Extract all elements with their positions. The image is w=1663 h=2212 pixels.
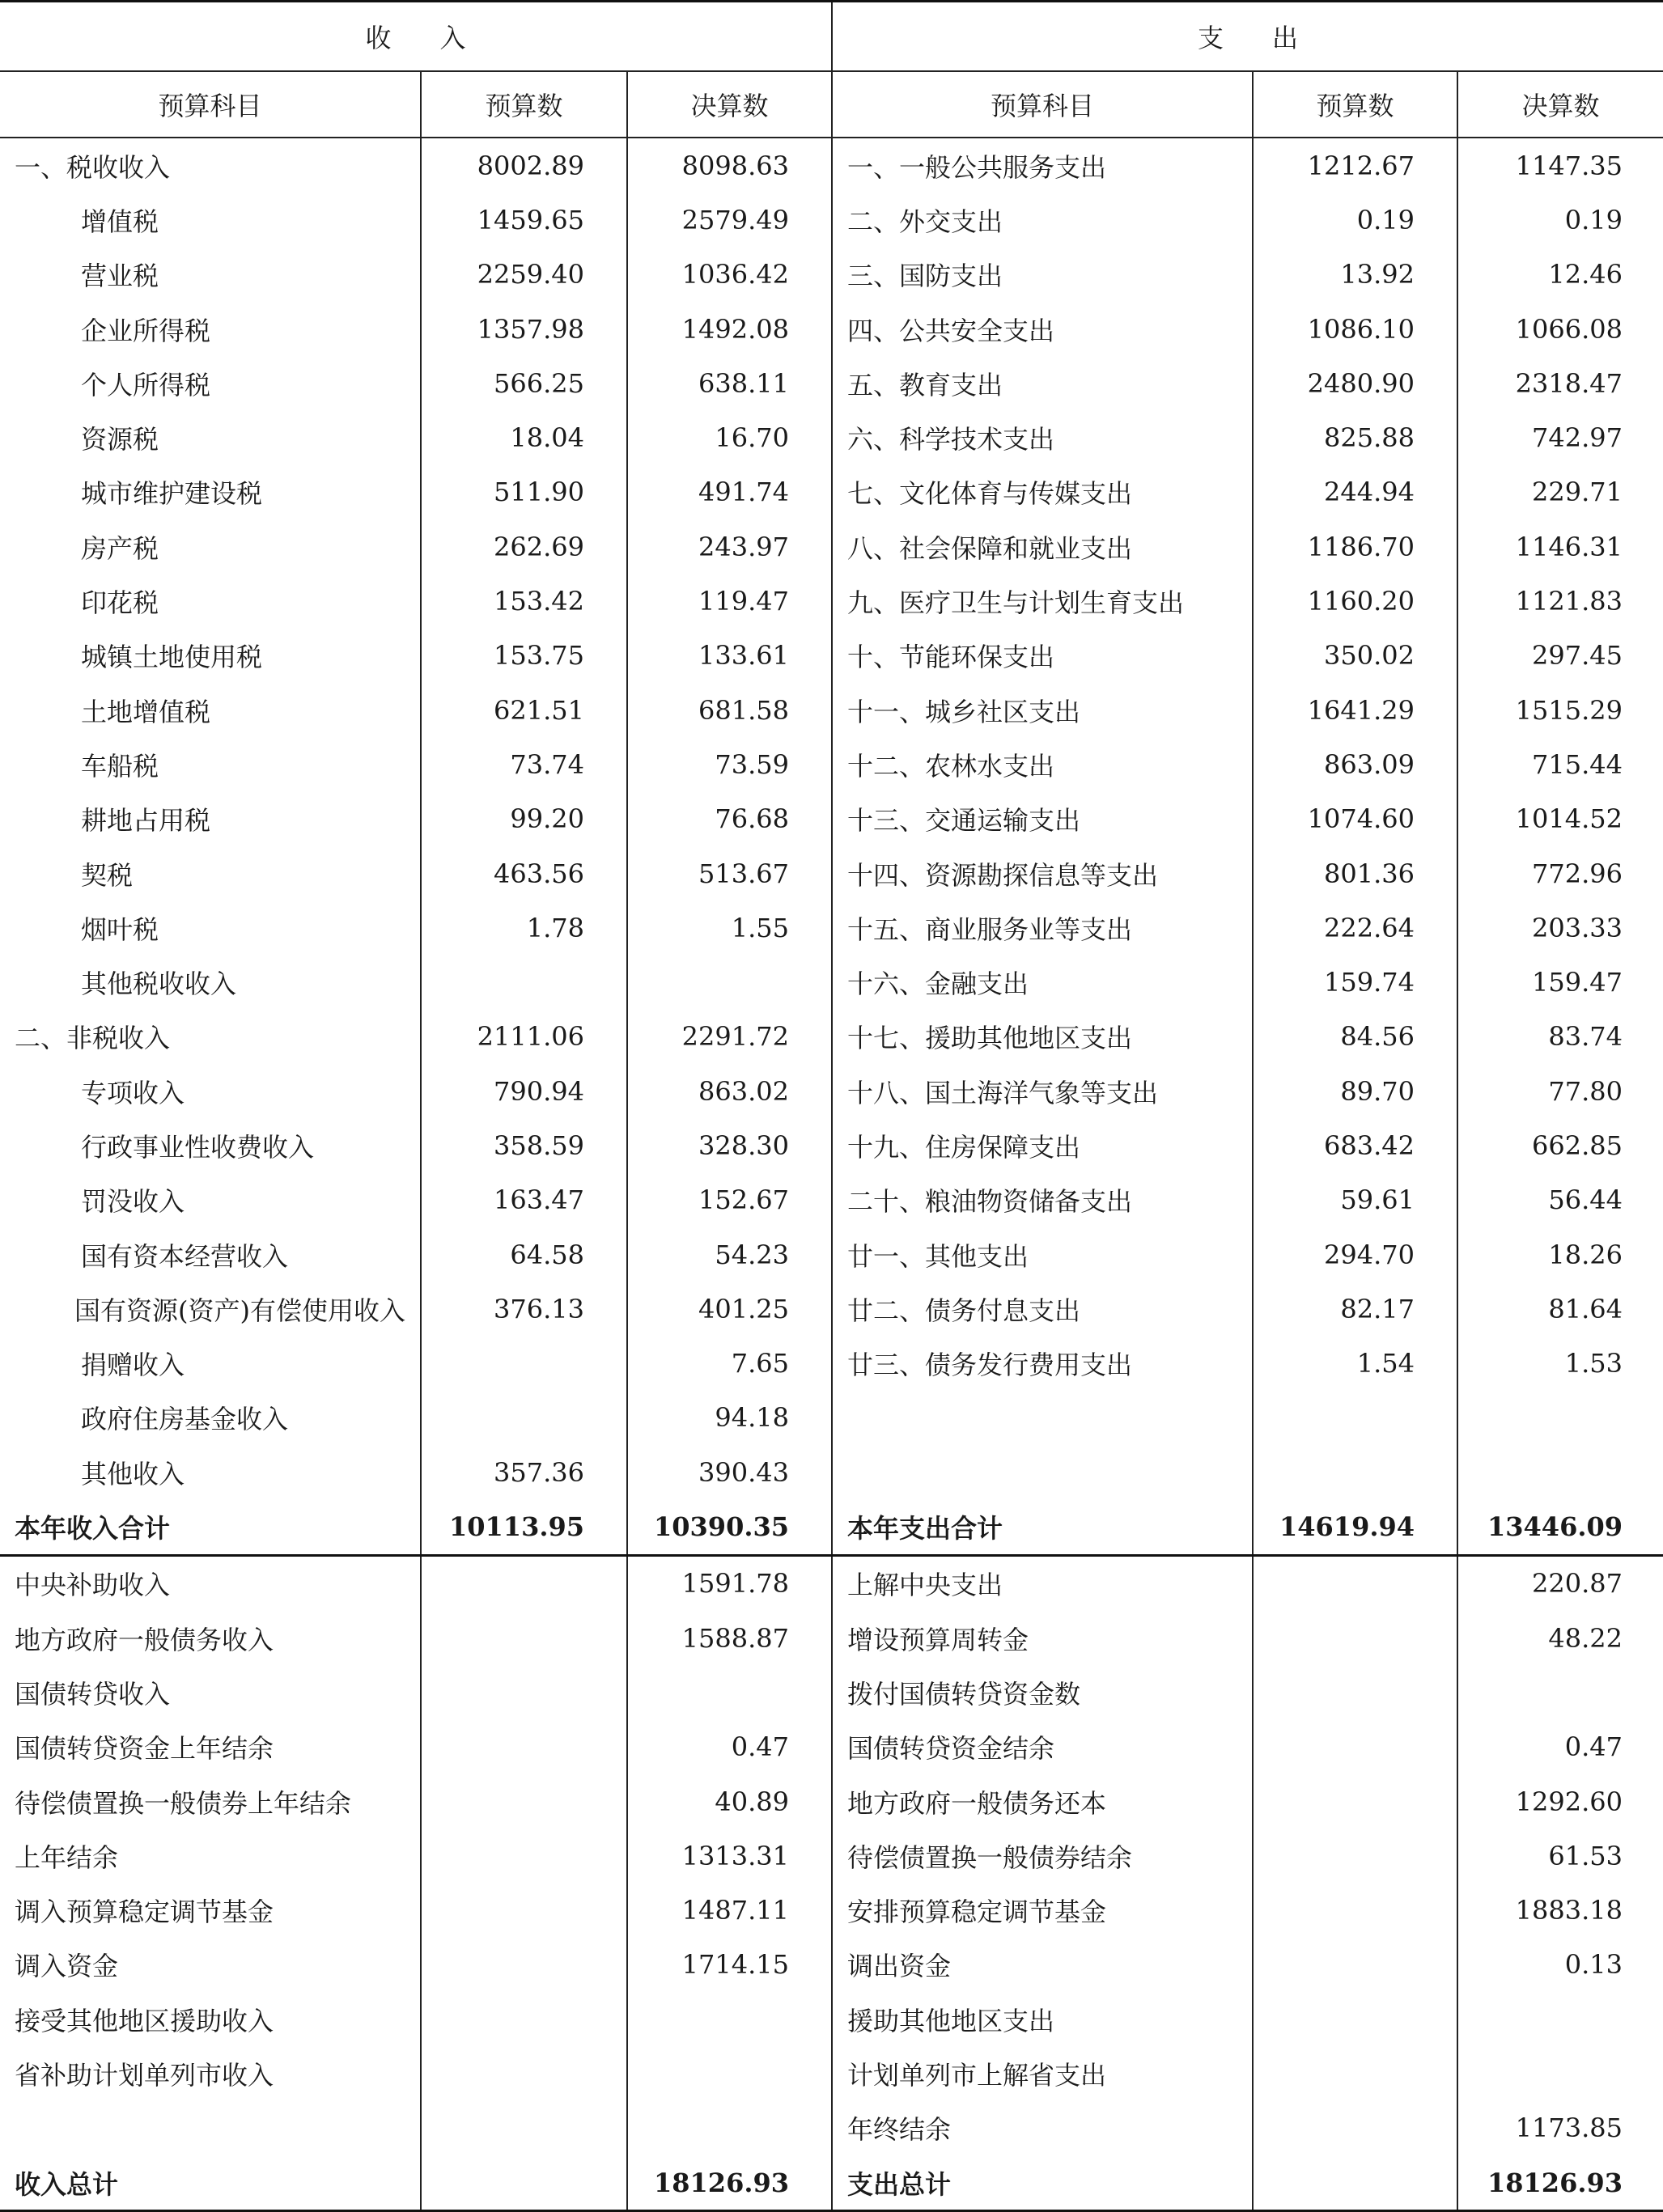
income-budget-value: [421, 1774, 627, 1829]
income-item-label: 耕地占用税: [81, 805, 211, 837]
year-total-row: [0, 1499, 1663, 1555]
expense-budget-value: [1253, 2046, 1457, 2100]
income-final-value: [627, 2101, 832, 2155]
income-budget-value: 2111.06: [421, 1010, 627, 1064]
expense-budget-value: [1253, 1611, 1457, 1665]
income-budget-value: 376.13: [421, 1282, 627, 1336]
expense-final-value: 297.45: [1457, 629, 1663, 683]
expense-budget-value: 1212.67: [1253, 138, 1457, 193]
expense-budget-value: 1186.70: [1253, 519, 1457, 574]
income-item-label: 上年结余: [15, 1841, 119, 1873]
income-budget-value: 511.90: [421, 465, 627, 519]
expense-budget-header: 预算数: [1253, 71, 1457, 138]
table-row: [0, 1938, 1663, 1992]
expense-item-label: 三、国防支出: [832, 248, 1253, 302]
income-budget-value: [421, 1829, 627, 1883]
income-final-value: [627, 1665, 832, 1719]
expense-final-value: 220.87: [1457, 1555, 1663, 1611]
income-budget-value: 99.20: [421, 792, 627, 846]
expense-item-label: 十六、金融支出: [832, 955, 1253, 1009]
section-header-row: [0, 2, 1663, 72]
expense-final-value: [1457, 1391, 1663, 1445]
expense-final-value: 81.64: [1457, 1282, 1663, 1336]
income-budget-value: 153.75: [421, 629, 627, 683]
expense-item-label: 六、科学技术支出: [832, 410, 1253, 464]
income-final-value: 73.59: [627, 737, 832, 791]
expense-budget-value: [1253, 1720, 1457, 1774]
expense-final-value: 48.22: [1457, 1611, 1663, 1665]
expense-item-label: 十四、资源勘探信息等支出: [832, 846, 1253, 900]
expense-final-value: 0.19: [1457, 193, 1663, 247]
income-budget-value: 153.42: [421, 574, 627, 628]
expense-final-value: 229.71: [1457, 465, 1663, 519]
expense-item-label: 廿三、债务发行费用支出: [832, 1337, 1253, 1391]
income-final-value: 133.61: [627, 629, 832, 683]
income-item-label: 其他收入: [81, 1458, 185, 1489]
expense-item-label: 十七、援助其他地区支出: [832, 1010, 1253, 1064]
expense-budget-value: 1641.29: [1253, 683, 1457, 737]
income-grand-total-budget: [421, 2155, 627, 2211]
expense-item-label: 二、外交支出: [832, 193, 1253, 247]
table-row: [0, 683, 1663, 737]
income-final-value: 491.74: [627, 465, 832, 519]
income-budget-value: 358.59: [421, 1118, 627, 1172]
expense-final-value: 0.13: [1457, 1938, 1663, 1992]
expense-item-label: 廿二、债务付息支出: [832, 1282, 1253, 1336]
income-section-title: 收入: [0, 2, 832, 72]
expense-final-value: 0.47: [1457, 1720, 1663, 1774]
table-row: [0, 1829, 1663, 1883]
income-item-label: 一、税收收入: [15, 151, 171, 183]
table-row: [0, 193, 1663, 247]
table-row: [0, 1611, 1663, 1665]
income-item-label: 营业税: [81, 261, 159, 292]
income-final-value: 54.23: [627, 1227, 832, 1282]
expense-section-title: 支出: [832, 2, 1663, 72]
expense-final-value: 1146.31: [1457, 519, 1663, 574]
income-item-label: 烟叶税: [81, 913, 159, 945]
expense-budget-value: 801.36: [1253, 846, 1457, 900]
expense-budget-value: [1253, 1774, 1457, 1829]
expense-final-value: 1515.29: [1457, 683, 1663, 737]
income-final-value: 863.02: [627, 1064, 832, 1118]
expense-budget-value: [1253, 1555, 1457, 1611]
table-row: [0, 465, 1663, 519]
income-final-value: 1313.31: [627, 1829, 832, 1883]
income-final-value: 513.67: [627, 846, 832, 900]
income-budget-value: 357.36: [421, 1445, 627, 1499]
expense-budget-value: 0.19: [1253, 193, 1457, 247]
income-final-value: [627, 955, 832, 1009]
income-budget-value: 163.47: [421, 1173, 627, 1227]
income-budget-value: 18.04: [421, 410, 627, 464]
income-final-value: 1036.42: [627, 248, 832, 302]
income-budget-value: [421, 1992, 627, 2046]
expense-budget-value: [1253, 1992, 1457, 2046]
income-budget-header: 预算数: [421, 71, 627, 138]
expense-item-label: 援助其他地区支出: [832, 1992, 1253, 2046]
income-final-value: 390.43: [627, 1445, 832, 1499]
expense-final-value: 772.96: [1457, 846, 1663, 900]
income-item-label: 城市维护建设税: [81, 478, 263, 510]
expense-item-label: 增设预算周转金: [832, 1611, 1253, 1665]
income-item-label: 中央补助收入: [15, 1570, 171, 1601]
table-row: [0, 248, 1663, 302]
expense-final-value: 12.46: [1457, 248, 1663, 302]
expense-final-value: 1173.85: [1457, 2101, 1663, 2155]
table-row: [0, 1118, 1663, 1172]
income-budget-value: 621.51: [421, 683, 627, 737]
expense-item-label: 调出资金: [832, 1938, 1253, 1992]
income-final-value: 40.89: [627, 1774, 832, 1829]
income-budget-value: 1459.65: [421, 193, 627, 247]
expense-final-value: 61.53: [1457, 1829, 1663, 1883]
income-item-header: 预算科目: [0, 71, 421, 138]
income-final-value: 681.58: [627, 683, 832, 737]
income-item-label: 国债转贷收入: [15, 1678, 171, 1710]
income-item-label: 罚没收入: [81, 1186, 185, 1218]
expense-budget-value: 2480.90: [1253, 356, 1457, 410]
expense-final-value: 742.97: [1457, 410, 1663, 464]
income-final-value: 243.97: [627, 519, 832, 574]
table-row: [0, 792, 1663, 846]
table-row: [0, 1337, 1663, 1391]
income-item-label: 接受其他地区援助收入: [15, 2005, 274, 2036]
expense-final-value: 56.44: [1457, 1173, 1663, 1227]
income-budget-value: 73.74: [421, 737, 627, 791]
expense-final-value: 1292.60: [1457, 1774, 1663, 1829]
expense-item-label: 五、教育支出: [832, 356, 1253, 410]
income-final-value: 7.65: [627, 1337, 832, 1391]
income-item-label: [0, 2101, 421, 2155]
expense-grand-total-budget: [1253, 2155, 1457, 2211]
expense-budget-value: 59.61: [1253, 1173, 1457, 1227]
expense-final-value: [1457, 2046, 1663, 2100]
expense-item-label: 七、文化体育与传媒支出: [832, 465, 1253, 519]
table-row: [0, 2101, 1663, 2155]
income-final-value: 0.47: [627, 1720, 832, 1774]
expense-item-label: 地方政府一般债务还本: [832, 1774, 1253, 1829]
expense-item-label: 九、医疗卫生与计划生育支出: [832, 574, 1253, 628]
income-item-label: 调入资金: [15, 1951, 119, 1982]
income-budget-value: 790.94: [421, 1064, 627, 1118]
income-item-label: 印花税: [81, 587, 159, 619]
income-budget-value: 8002.89: [421, 138, 627, 193]
expense-budget-value: 683.42: [1253, 1118, 1457, 1172]
expense-item-label: 十八、国土海洋气象等支出: [832, 1064, 1253, 1118]
income-budget-value: [421, 1611, 627, 1665]
income-item-label: 车船税: [81, 750, 159, 782]
expense-item-label: 十、节能环保支出: [832, 629, 1253, 683]
expense-budget-value: 1160.20: [1253, 574, 1457, 628]
expense-final-value: 715.44: [1457, 737, 1663, 791]
expense-item-label: 十五、商业服务业等支出: [832, 900, 1253, 955]
income-final-value: 8098.63: [627, 138, 832, 193]
table-row: [0, 1173, 1663, 1227]
expense-budget-value: 1086.10: [1253, 302, 1457, 356]
expense-final-value: 1.53: [1457, 1337, 1663, 1391]
expense-budget-value: [1253, 1938, 1457, 1992]
expense-item-label: [832, 1391, 1253, 1445]
income-item-label: 其他税收收入: [81, 968, 237, 1000]
expense-budget-value: 84.56: [1253, 1010, 1457, 1064]
expense-budget-value: 294.70: [1253, 1227, 1457, 1282]
expense-budget-value: 825.88: [1253, 410, 1457, 464]
expense-budget-value: 13.92: [1253, 248, 1457, 302]
income-final-value: 1591.78: [627, 1555, 832, 1611]
expense-budget-value: 222.64: [1253, 900, 1457, 955]
table-row: [0, 1282, 1663, 1336]
expense-budget-value: [1253, 1829, 1457, 1883]
income-year-total-budget: 10113.95: [421, 1499, 627, 1555]
expense-final-value: 2318.47: [1457, 356, 1663, 410]
income-final-value: 638.11: [627, 356, 832, 410]
income-item-label: 个人所得税: [81, 369, 211, 400]
table-row: [0, 574, 1663, 628]
expense-budget-value: 244.94: [1253, 465, 1457, 519]
income-item-label: 契税: [81, 859, 134, 891]
income-item-label: 国有资源(资产)有偿使用收入: [74, 1295, 405, 1326]
expense-budget-value: [1253, 1445, 1457, 1499]
expense-item-label: 国债转贷资金结余: [832, 1720, 1253, 1774]
income-grand-total-final: 18126.93: [627, 2155, 832, 2211]
table-row: [0, 1720, 1663, 1774]
expense-item-label: 拨付国债转贷资金数: [832, 1665, 1253, 1719]
income-budget-value: [421, 1938, 627, 1992]
table-row: [0, 1445, 1663, 1499]
income-item-label: 捐赠收入: [81, 1350, 185, 1381]
income-year-total-final: 10390.35: [627, 1499, 832, 1555]
income-budget-value: [421, 1884, 627, 1938]
income-final-value: 119.47: [627, 574, 832, 628]
expense-final-value: 1121.83: [1457, 574, 1663, 628]
income-item-label: 资源税: [81, 424, 159, 456]
income-budget-value: [421, 2101, 627, 2155]
table-row: [0, 302, 1663, 356]
table-row: [0, 138, 1663, 193]
expense-budget-value: 863.09: [1253, 737, 1457, 791]
income-item-label: 二、非税收入: [15, 1023, 171, 1054]
expense-budget-value: 159.74: [1253, 955, 1457, 1009]
expense-item-label: [832, 1445, 1253, 1499]
income-budget-value: [421, 1665, 627, 1719]
income-final-value: [627, 1992, 832, 2046]
income-budget-value: [421, 1337, 627, 1391]
expense-budget-value: 89.70: [1253, 1064, 1457, 1118]
table-row: [0, 1555, 1663, 1611]
expense-final-value: [1457, 1992, 1663, 2046]
table-row: [0, 1884, 1663, 1938]
income-item-label: 待偿债置换一般债券上年结余: [15, 1787, 352, 1819]
income-year-total-label: 本年收入合计: [0, 1499, 421, 1555]
income-final-value: [627, 2046, 832, 2100]
expense-item-label: 廿一、其他支出: [832, 1227, 1253, 1282]
income-final-value: 401.25: [627, 1282, 832, 1336]
income-item-label: 地方政府一般债务收入: [15, 1624, 274, 1655]
expense-final-value: [1457, 1665, 1663, 1719]
table-row: [0, 1391, 1663, 1445]
income-final-value: 1487.11: [627, 1884, 832, 1938]
income-final-value: 16.70: [627, 410, 832, 464]
table-row: [0, 1992, 1663, 2046]
expense-final-value: 83.74: [1457, 1010, 1663, 1064]
income-budget-value: [421, 955, 627, 1009]
expense-item-label: 计划单列市上解省支出: [832, 2046, 1253, 2100]
expense-item-label: 十九、住房保障支出: [832, 1118, 1253, 1172]
expense-final-header: 决算数: [1457, 71, 1663, 138]
income-final-value: 2291.72: [627, 1010, 832, 1064]
income-budget-value: 262.69: [421, 519, 627, 574]
table-row: [0, 519, 1663, 574]
expense-final-value: 77.80: [1457, 1064, 1663, 1118]
income-final-value: 328.30: [627, 1118, 832, 1172]
income-budget-value: [421, 1391, 627, 1445]
table-row: [0, 629, 1663, 683]
expense-year-total-final: 13446.09: [1457, 1499, 1663, 1555]
expense-final-value: 662.85: [1457, 1118, 1663, 1172]
table-row: [0, 846, 1663, 900]
table-row: [0, 1064, 1663, 1118]
table-row: [0, 356, 1663, 410]
income-item-label: 政府住房基金收入: [81, 1404, 289, 1435]
expense-budget-value: 350.02: [1253, 629, 1457, 683]
expense-budget-value: 82.17: [1253, 1282, 1457, 1336]
income-item-label: 行政事业性收费收入: [81, 1131, 315, 1163]
expense-item-label: 十二、农林水支出: [832, 737, 1253, 791]
expense-budget-value: [1253, 1665, 1457, 1719]
income-item-label: 城镇土地使用税: [81, 642, 263, 673]
expense-final-value: 1014.52: [1457, 792, 1663, 846]
table-row: [0, 1665, 1663, 1719]
expense-item-label: 四、公共安全支出: [832, 302, 1253, 356]
expense-grand-total-final: 18126.93: [1457, 2155, 1663, 2211]
income-budget-value: 463.56: [421, 846, 627, 900]
income-item-label: 省补助计划单列市收入: [15, 2060, 274, 2091]
expense-item-label: 二十、粮油物资储备支出: [832, 1173, 1253, 1227]
expense-item-label: 十一、城乡社区支出: [832, 683, 1253, 737]
income-final-value: 1492.08: [627, 302, 832, 356]
expense-budget-value: [1253, 2101, 1457, 2155]
income-item-label: 土地增值税: [81, 696, 211, 727]
income-final-value: 94.18: [627, 1391, 832, 1445]
income-item-label: 企业所得税: [81, 315, 211, 346]
income-item-label: 专项收入: [81, 1077, 185, 1108]
income-budget-value: 1357.98: [421, 302, 627, 356]
expense-item-label: 年终结余: [832, 2101, 1253, 2155]
table-row: [0, 2046, 1663, 2100]
table-row: [0, 1227, 1663, 1282]
income-budget-value: 64.58: [421, 1227, 627, 1282]
expense-final-value: 18.26: [1457, 1227, 1663, 1282]
income-budget-value: 1.78: [421, 900, 627, 955]
expense-final-value: 1066.08: [1457, 302, 1663, 356]
expense-item-label: 八、社会保障和就业支出: [832, 519, 1253, 574]
income-final-value: 1.55: [627, 900, 832, 955]
income-budget-value: [421, 2046, 627, 2100]
table-row: [0, 737, 1663, 791]
expense-item-label: 上解中央支出: [832, 1555, 1253, 1611]
table-row: [0, 410, 1663, 464]
income-final-value: 76.68: [627, 792, 832, 846]
income-final-value: 2579.49: [627, 193, 832, 247]
expense-item-label: 安排预算稳定调节基金: [832, 1884, 1253, 1938]
expense-year-total-budget: 14619.94: [1253, 1499, 1457, 1555]
column-header-row: [0, 71, 1663, 138]
income-item-label: 房产税: [81, 532, 159, 564]
expense-item-label: 一、一般公共服务支出: [832, 138, 1253, 193]
income-final-header: 决算数: [627, 71, 832, 138]
income-budget-value: 2259.40: [421, 248, 627, 302]
expense-final-value: 1883.18: [1457, 1884, 1663, 1938]
income-final-value: 1714.15: [627, 1938, 832, 1992]
income-budget-value: 566.25: [421, 356, 627, 410]
expense-budget-value: 1074.60: [1253, 792, 1457, 846]
expense-budget-value: [1253, 1391, 1457, 1445]
income-final-value: 1588.87: [627, 1611, 832, 1665]
expense-final-value: 203.33: [1457, 900, 1663, 955]
table-row: [0, 1774, 1663, 1829]
expense-grand-total-label: 支出总计: [832, 2155, 1253, 2211]
income-item-label: 调入预算稳定调节基金: [15, 1896, 274, 1928]
expense-final-value: [1457, 1445, 1663, 1499]
grand-total-row: [0, 2155, 1663, 2211]
expense-item-label: 待偿债置换一般债券结余: [832, 1829, 1253, 1883]
expense-item-header: 预算科目: [832, 71, 1253, 138]
income-budget-value: [421, 1720, 627, 1774]
income-grand-total-label: 收入总计: [0, 2155, 421, 2211]
table-row: [0, 955, 1663, 1009]
expense-budget-value: [1253, 1884, 1457, 1938]
expense-final-value: 159.47: [1457, 955, 1663, 1009]
expense-budget-value: 1.54: [1253, 1337, 1457, 1391]
table-row: [0, 900, 1663, 955]
income-item-label: 国有资本经营收入: [81, 1240, 289, 1272]
table-row: [0, 1010, 1663, 1064]
income-final-value: 152.67: [627, 1173, 832, 1227]
expense-final-value: 1147.35: [1457, 138, 1663, 193]
income-item-label: 国债转贷资金上年结余: [15, 1733, 274, 1765]
expense-item-label: 十三、交通运输支出: [832, 792, 1253, 846]
income-item-label: 增值税: [81, 206, 159, 237]
expense-year-total-label: 本年支出合计: [832, 1499, 1253, 1555]
income-budget-value: [421, 1555, 627, 1611]
